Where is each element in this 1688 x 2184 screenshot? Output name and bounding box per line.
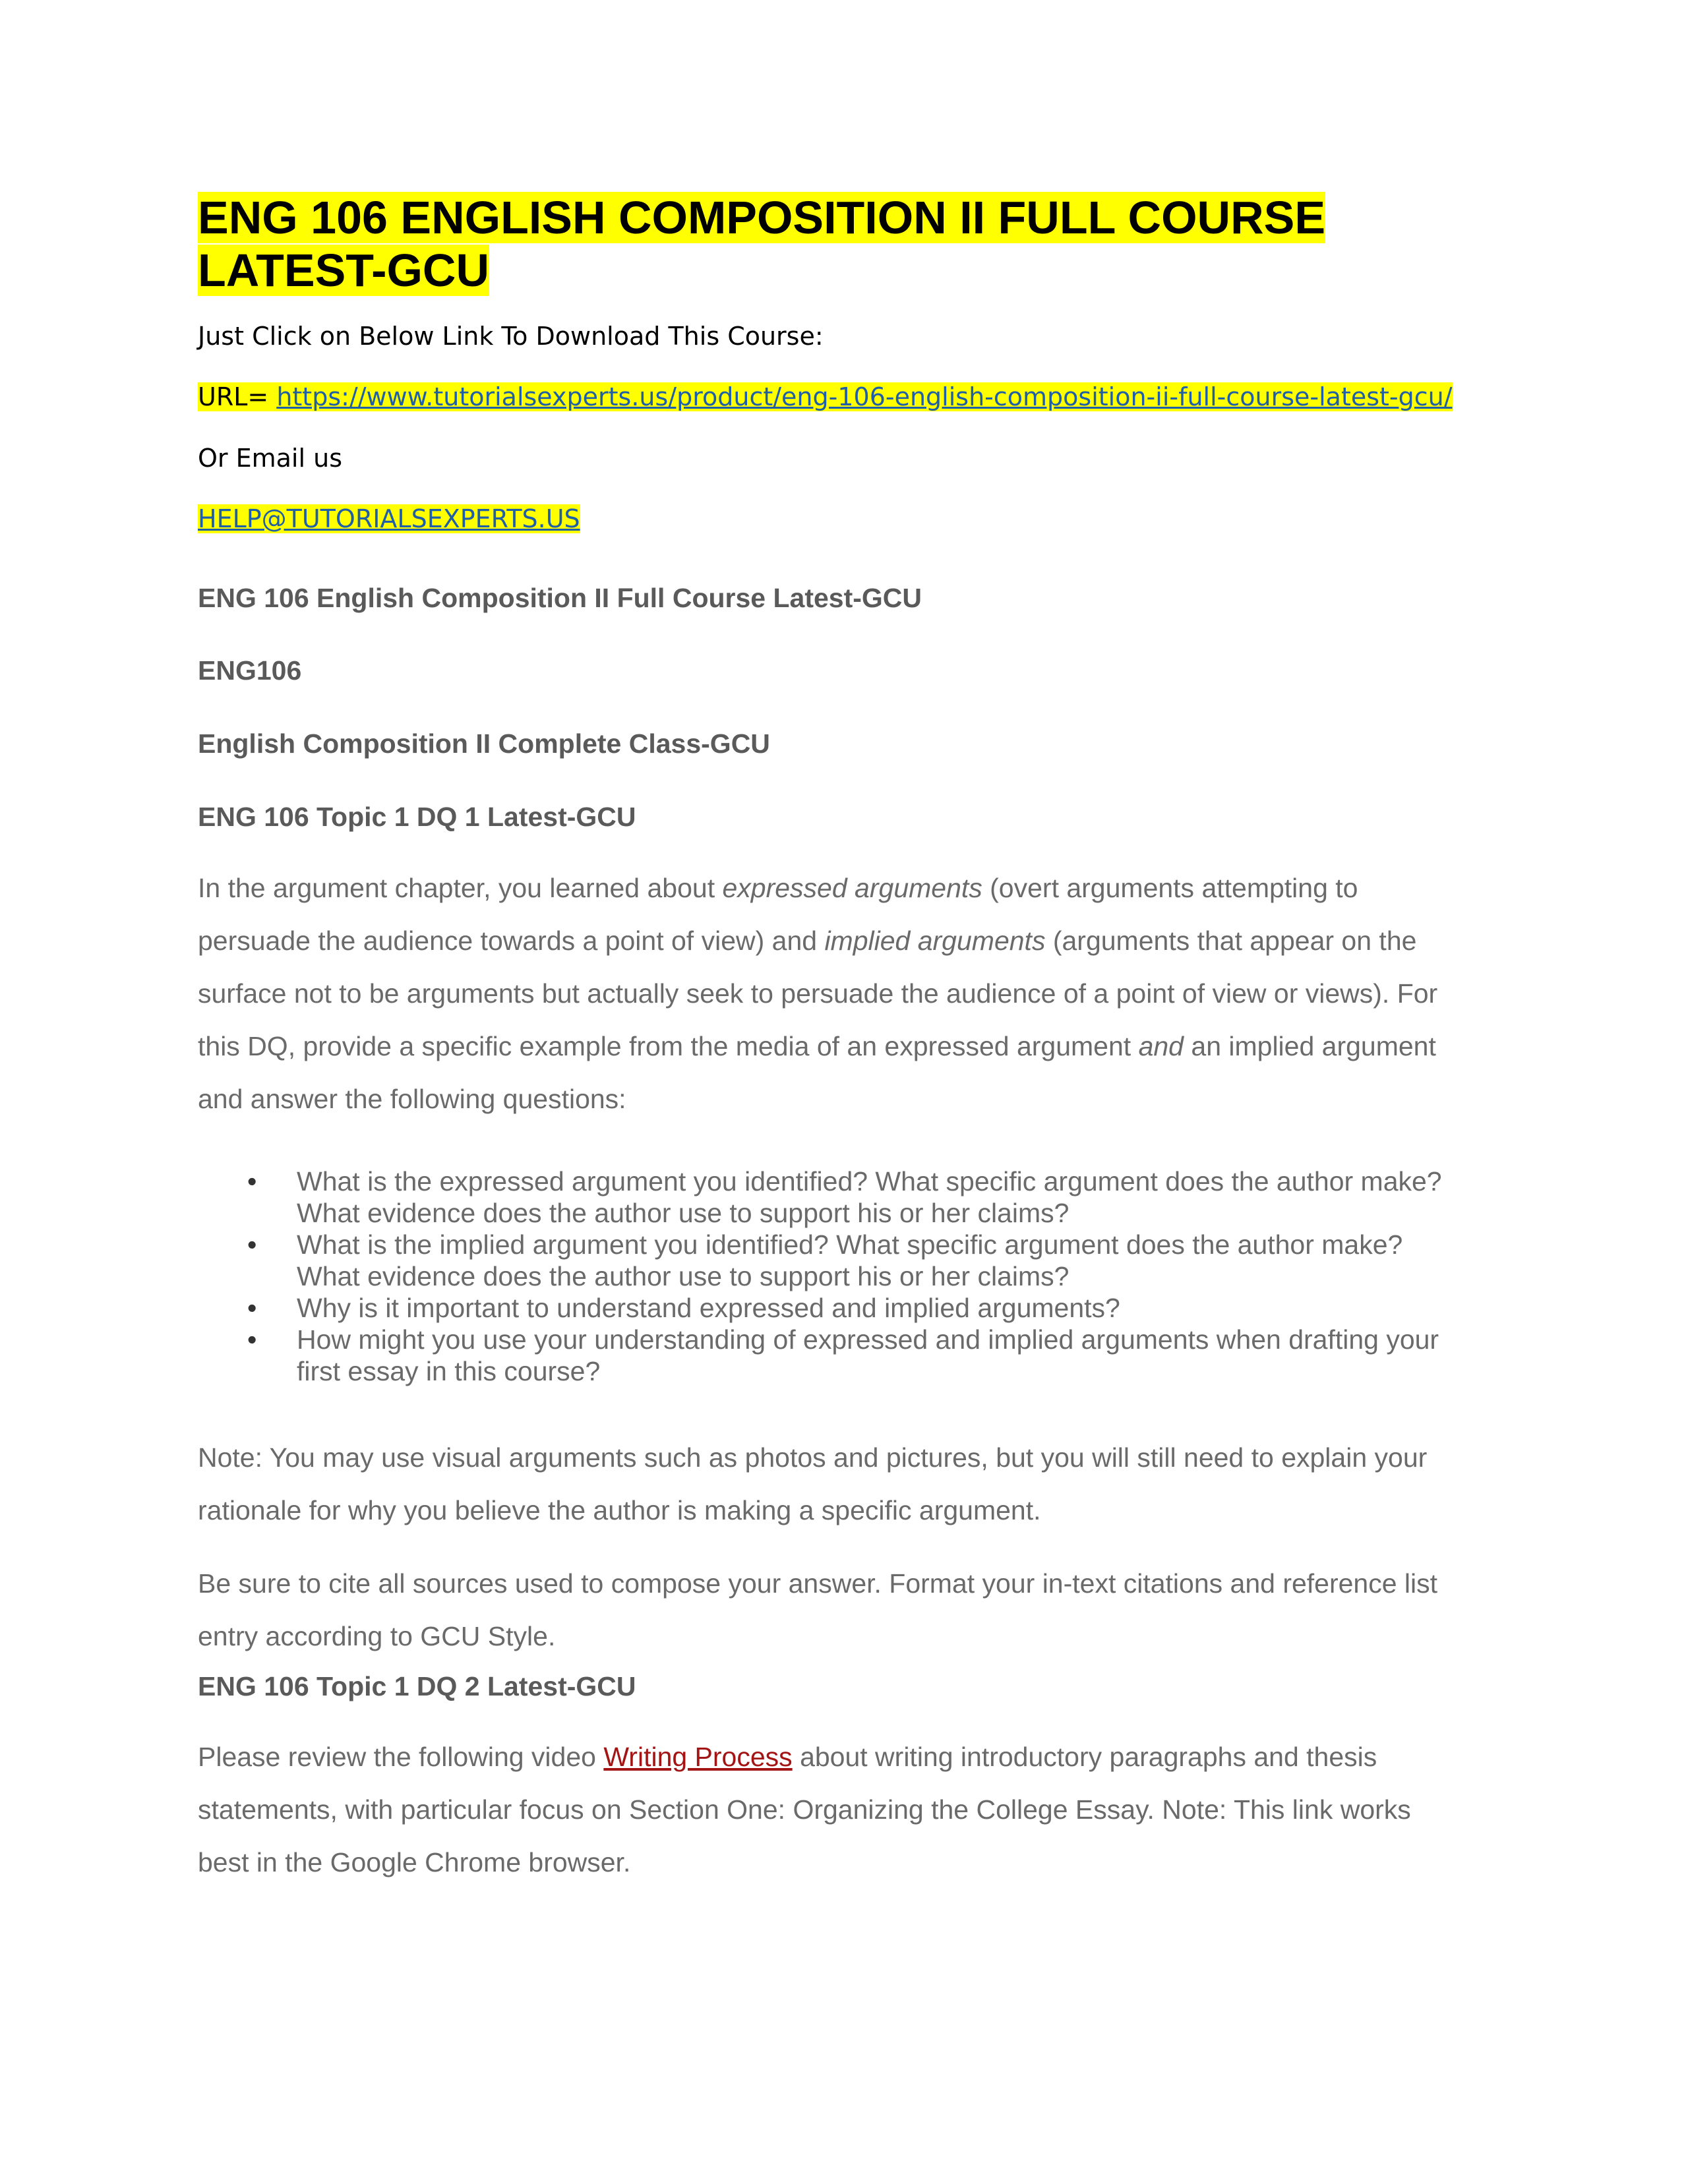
dq1-line-2 bbox=[198, 914, 1490, 967]
list-item-text: What evidence does the author use to support his or her claims? bbox=[297, 1198, 1070, 1228]
list-item bbox=[198, 1324, 1490, 1387]
dq1-text: this DQ, provide a specific example from the media of an expressed argument bbox=[198, 1031, 1139, 1061]
dq1-line-5: and answer the following questions: bbox=[198, 1084, 626, 1114]
bullet-icon: • bbox=[247, 1324, 257, 1355]
note-line-2: rationale for why you believe the author is making a specific argument. bbox=[198, 1495, 1041, 1525]
email-link[interactable]: HELP@TUTORIALSEXPERTS.US bbox=[198, 504, 580, 533]
writing-process-link[interactable]: Writing Process bbox=[603, 1742, 793, 1772]
url-line bbox=[198, 382, 1453, 411]
dq1-emphasis: expressed arguments bbox=[722, 873, 982, 903]
citation-paragraph bbox=[198, 1557, 1490, 1663]
list-item-text: What is the expressed argument you identified? What specific argument does the author make? bbox=[297, 1166, 1442, 1196]
dq1-text: (arguments that appear on the bbox=[1045, 926, 1417, 956]
list-item bbox=[198, 1229, 1490, 1292]
dq1-line-4 bbox=[198, 1020, 1490, 1073]
bullet-icon: • bbox=[247, 1293, 257, 1323]
bullet-icon: • bbox=[247, 1166, 257, 1196]
bullet-icon: • bbox=[247, 1229, 257, 1260]
list-item bbox=[198, 1166, 1490, 1229]
note-paragraph bbox=[198, 1431, 1490, 1537]
dq2-text: about writing introductory paragraphs and thesis bbox=[792, 1742, 1377, 1772]
course-url-link[interactable]: https://www.tutorialsexperts.us/product/eng-106-english-composition-ii-full-course-latest-gcu/ bbox=[276, 382, 1453, 411]
url-label: URL= bbox=[198, 382, 277, 411]
dq2-text: Please review the following video bbox=[198, 1742, 604, 1772]
list-item bbox=[198, 1292, 1490, 1324]
heading-course-code: ENG106 bbox=[198, 655, 302, 686]
dq1-intro-paragraph bbox=[198, 862, 1490, 1125]
dq1-text: (overt arguments attempting to bbox=[982, 873, 1358, 903]
citation-line-2: entry according to GCU Style. bbox=[198, 1621, 556, 1651]
heading-topic1-dq1: ENG 106 Topic 1 DQ 1 Latest-GCU bbox=[198, 802, 636, 832]
page-title-line1: ENG 106 ENGLISH COMPOSITION II FULL COURSE bbox=[198, 192, 1326, 243]
email-line bbox=[198, 504, 580, 533]
list-item-text: first essay in this course? bbox=[297, 1356, 601, 1386]
list-item-text: What evidence does the author use to support his or her claims? bbox=[297, 1261, 1070, 1291]
note-line-1: Note: You may use visual arguments such as photos and pictures, but you will still need to explain your bbox=[198, 1442, 1428, 1473]
citation-line-1: Be sure to cite all sources used to compose your answer. Format your in-text citations and reference list bbox=[198, 1568, 1438, 1599]
email-prompt: Or Email us bbox=[198, 444, 343, 473]
question-list bbox=[198, 1166, 1490, 1387]
list-item-text: What is the implied argument you identified? What specific argument does the author make? bbox=[297, 1229, 1403, 1260]
heading-full-course: ENG 106 English Composition II Full Course Latest-GCU bbox=[198, 583, 922, 613]
dq2-line-3: best in the Google Chrome browser. bbox=[198, 1847, 631, 1877]
dq2-paragraph bbox=[198, 1730, 1490, 1889]
heading-topic1-dq2: ENG 106 Topic 1 DQ 2 Latest-GCU bbox=[198, 1671, 636, 1701]
dq1-text: persuade the audience towards a point of view) and bbox=[198, 926, 825, 956]
dq1-text: an implied argument bbox=[1184, 1031, 1436, 1061]
dq1-line-1 bbox=[198, 862, 1490, 914]
dq1-text: In the argument chapter, you learned about bbox=[198, 873, 723, 903]
dq1-emphasis: and bbox=[1138, 1031, 1184, 1061]
dq2-line-1 bbox=[198, 1730, 1490, 1783]
page-title-line2: LATEST-GCU bbox=[198, 245, 490, 296]
list-item-text: How might you use your understanding of expressed and implied arguments when drafting your bbox=[297, 1324, 1439, 1355]
dq1-emphasis: implied arguments bbox=[824, 926, 1046, 956]
download-instruction: Just Click on Below Link To Download This Course: bbox=[198, 322, 824, 351]
dq2-line-2: statements, with particular focus on Section One: Organizing the College Essay. Note: This link works bbox=[198, 1794, 1411, 1825]
page-title bbox=[198, 191, 1325, 297]
dq1-line-3: surface not to be arguments but actually seek to persuade the audience of a point of view or views). For bbox=[198, 978, 1438, 1009]
list-item-text: Why is it important to understand expressed and implied arguments? bbox=[297, 1293, 1120, 1323]
heading-complete-class: English Composition II Complete Class-GCU bbox=[198, 728, 770, 759]
